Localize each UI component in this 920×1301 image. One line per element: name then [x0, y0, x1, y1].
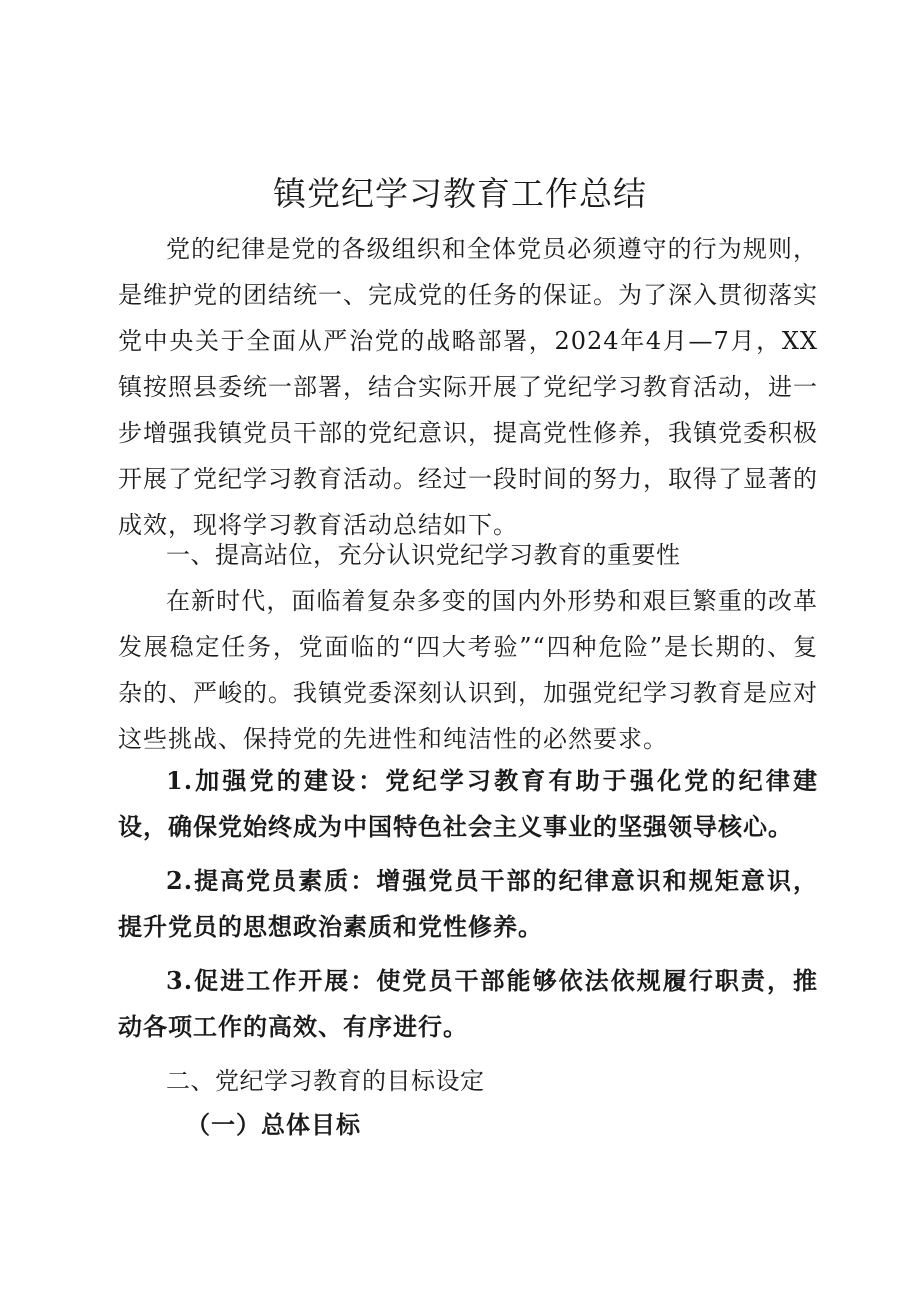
list-item: 2.提高党员素质：增强党员干部的纪律意识和规矩意识，提升党员的思想政治素质和党性修养。	[118, 866, 818, 941]
document-title: 镇党纪学习教育工作总结	[273, 174, 647, 213]
intro-paragraph: 党的纪律是党的各级组织和全体党员必须遵守的行为规则，是维护党的团结统一、完成党的任务的保证。为了深入贯彻落实党中央关于全面从严治党的战略部署，2024年4月—7月，XX镇按照县委统一部署，结合实际开展了党纪学习教育活动，进一步增强我镇党员干部的党纪意识，提高党性修养，我镇党委积极开展了党纪学习教育活动。经过一段时间的努力，取得了显著的成效，现将学习教育活动总结如下。	[118, 235, 818, 539]
subsection-heading: （一）总体目标	[186, 1110, 361, 1139]
list-item: 3.促进工作开展：使党员干部能够依法依规履行职责，推动各项工作的高效、有序进行。	[118, 966, 818, 1041]
section-1-heading: 一、提高站位，充分认识党纪学习教育的重要性	[166, 541, 681, 569]
section-1-paragraph: 在新时代，面临着复杂多变的国内外形势和艰巨繁重的改革发展稳定任务，党面临的“四大考验”“四种危险”是长期的、复杂的、严峻的。我镇党委深刻认识到，加强党纪学习教育是应对这些挑战、保持党的先进性和纯洁性的必然要求。	[118, 587, 818, 753]
section-2-heading: 二、党纪学习教育的目标设定	[166, 1067, 485, 1095]
list-item: 1.加强党的建设：党纪学习教育有助于强化党的纪律建设，确保党始终成为中国特色社会主义事业的坚强领导核心。	[118, 766, 818, 841]
